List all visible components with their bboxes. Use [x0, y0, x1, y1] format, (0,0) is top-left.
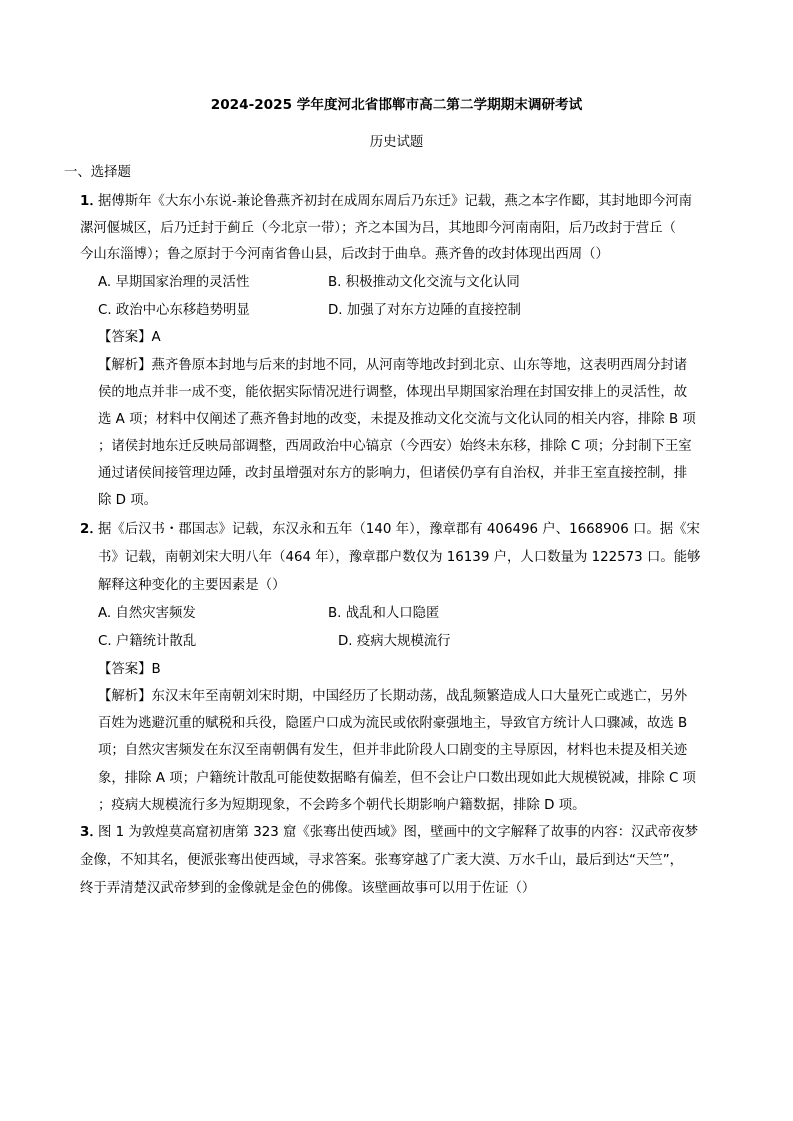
option-d: D. 加强了对东方边陲的直接控制 — [328, 303, 521, 318]
answer: 【答案】A — [98, 330, 161, 345]
exam-title: 2024-2025 学年度河北省邯郸市高二第二学期期末调研考试 — [210, 97, 583, 113]
exam-subtitle: 历史试题 — [369, 135, 424, 150]
option-b: B. 积极推动文化交流与文化认同 — [328, 275, 520, 290]
explanation-line: ；诸侯封地东迁反映局部调整，西周政治中心镐京（今西安）始终未东移，排除 C 项；分封制下王室 — [98, 439, 692, 454]
question-text: 图 1 为敦煌莫高窟初唐第 323 窟《张骞出使西域》图，壁画中的文字解释了故事的内容：汉武帝夜梦 — [98, 825, 699, 840]
question-text: 据傅斯年《大东小东说-兼论鲁燕齐初封在成周东周后乃东迁》记载，燕之本字作郾，其封地即今河南 — [98, 194, 693, 209]
option-c: C. 户籍统计散乱 — [98, 634, 197, 649]
explanation-line: 侯的地点并非一成不变，能依据实际情况进行调整，体现出早期国家治理在封国安排上的灵活性，故 — [98, 385, 688, 400]
explanation-line: 通过诸侯间接管理边陲，改封虽增强对东方的影响力，但诸侯仍享有自治权，并非王室直接控制，排 — [98, 466, 688, 481]
option-a: A. 早期国家治理的灵活性 — [98, 275, 250, 290]
question-text: 书》记载，南朝刘宋大明八年（464 年），豫章郡户数仅为 16139 户，人口数量为 122573 口。能够 — [98, 550, 701, 565]
question-text: 解释这种变化的主要因素是（） — [98, 578, 286, 593]
answer: 【答案】B — [98, 662, 161, 677]
question-number: 2． — [80, 522, 103, 537]
question-text: 金像，不知其名，便派张骞出使西域，寻求答案。张骞穿越了广袤大漠、万水千山，最后到达“天竺”， — [80, 853, 684, 868]
explanation-line: 象，排除 A 项；户籍统计散乱可能使数据略有偏差，但不会让户口数出现如此大规模锐减，排除 C 项 — [98, 771, 696, 786]
explanation-line: 除 D 项。 — [98, 493, 157, 508]
question-text: 据《后汉书・郡国志》记载，东汉永和五年（140 年），豫章郡有 406496 户、1668906 口。据《宋 — [98, 522, 700, 537]
explanation-line: 【解析】燕齐鲁原本封地与后来的封地不同，从河南等地改封到北京、山东等地，这表明西周分封诸 — [98, 358, 688, 373]
question-number: 3． — [80, 825, 103, 840]
question-number: 1． — [80, 194, 103, 209]
explanation-line: 【解析】东汉末年至南朝刘宋时期，中国经历了长期动荡，战乱频繁造成人口大量死亡或逃亡，另外 — [98, 689, 688, 704]
option-a: A. 自然灾害频发 — [98, 606, 196, 621]
question-text: 终于弄清楚汉武帝梦到的金像就是金色的佛像。该壁画故事可以用于佐证（） — [80, 881, 536, 896]
option-c: C. 政治中心东移趋势明显 — [98, 303, 250, 318]
question-text: 漯河偃城区，后乃迁封于蓟丘（今北京一带）；齐之本国为吕，其地即今河南南阳，后乃改封于营丘（ — [80, 221, 676, 236]
option-b: B. 战乱和人口隐匿 — [328, 606, 440, 621]
section-heading: 一、选择题 — [64, 165, 131, 180]
explanation-line: 选 A 项；材料中仅阐述了燕齐鲁封地的改变，未提及推动文化交流与文化认同的相关内容，排除 B 项 — [98, 412, 696, 427]
explanation-line: ；疫病大规模流行多为短期现象，不会跨多个朝代长期影响户籍数据，排除 D 项。 — [98, 798, 586, 813]
question-text: 今山东淄博）；鲁之原封于今河南省鲁山县，后改封于曲阜。燕齐鲁的改封体现出西周（） — [80, 247, 609, 262]
option-d: D. 疫病大规模流行 — [338, 634, 451, 649]
explanation-line: 百姓为逃避沉重的赋税和兵役，隐匿户口成为流民或依附豪强地主，导致官方统计人口骤减，故选 B — [98, 716, 688, 731]
explanation-line: 项；自然灾害频发在东汉至南朝偶有发生，但并非此阶段人口剧变的主导原因，材料也未提及相关迹 — [98, 743, 688, 758]
